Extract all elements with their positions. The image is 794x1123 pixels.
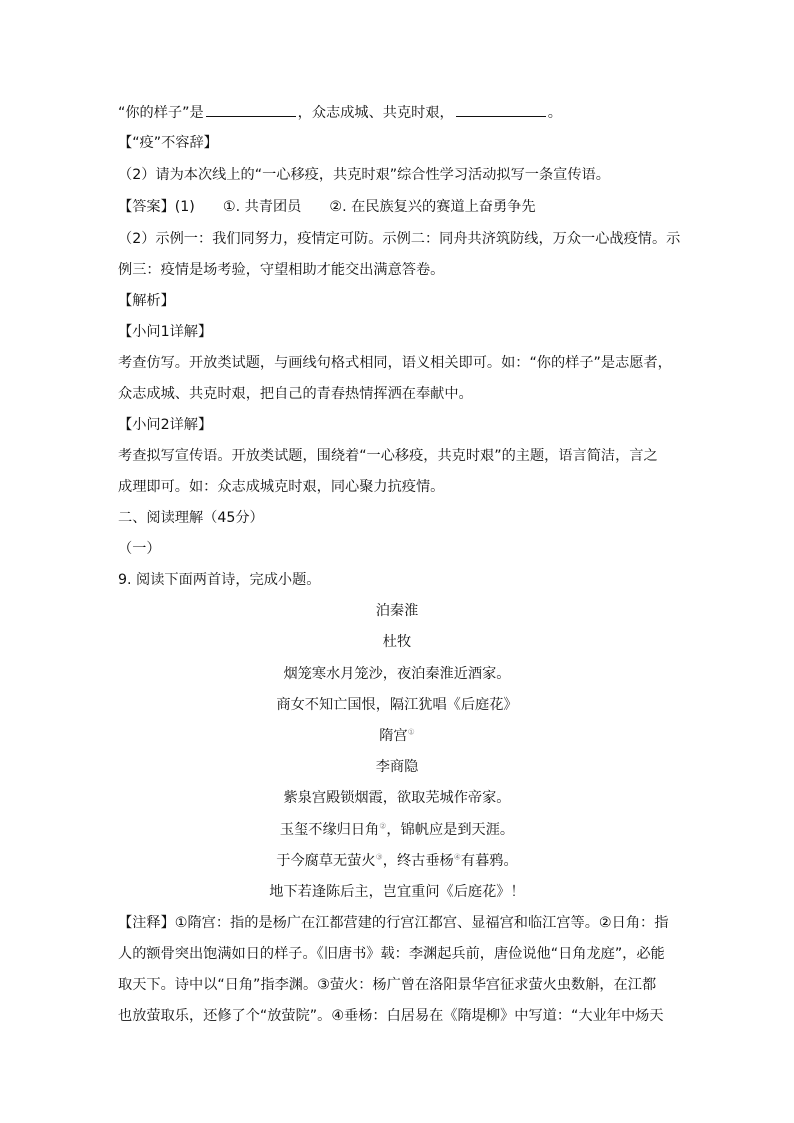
sub-question-2-line-1: 考查拟写宣传语。开放类试题，围绕着“一心移疫，共克时艰”的主题，语言简洁，言之 <box>118 448 658 464</box>
notes-line-4: 也放萤取乐，还修了个“放萤院”。④垂杨：白居易在《隋堤柳》中写道：“大业年中炀天 <box>118 1008 664 1024</box>
note-marker: ④ <box>453 852 461 862</box>
part-2-title: 二、阅读理解（45分） <box>118 510 264 526</box>
answer-line <box>118 197 536 217</box>
section-title: 【“疫”不容辞】 <box>118 135 218 151</box>
poem-2-line-2 <box>0 820 794 840</box>
notes-line-1: 【注释】①隋宫：指的是杨广在江都营建的行宫江都宫、显福宫和临江宫等。②日角：指 <box>118 915 669 931</box>
poem-2-line-3 <box>0 851 794 871</box>
sub-question-1-line-2: 众志成城、共克时艰，把自己的青春热情挥洒在奉献中。 <box>118 386 473 402</box>
notes-line-3: 取天下。诗中以“日角”指李渊。③萤火：杨广曾在洛阳景华宫征求萤火虫数斛，在江都 <box>118 977 657 993</box>
poem-2-line-2-part-b: ，锦帆应是到天涯。 <box>386 822 515 838</box>
blank-2 <box>456 102 546 117</box>
poem-2-line-1: 紫泉宫殿锁烟霞，欲取芜城作帝家。 <box>283 790 511 806</box>
answer-label: 【答案】(1) <box>118 199 195 215</box>
sub-question-2-label: 【小问2详解】 <box>118 417 213 433</box>
fill-in-line <box>118 102 562 123</box>
notes-line-2: 人的额骨突出饱满如日的样子。《旧唐书》载：李渊起兵前，唐俭说他“日角龙庭”，必能 <box>118 946 665 962</box>
poem-2-line-3-part-b: ，终古垂杨 <box>382 853 454 869</box>
fill-text-3: 。 <box>547 105 562 121</box>
poem-2-line-3-part-a: 于今腐草无萤火 <box>276 853 376 869</box>
poem-2-line-4: 地下若逢陈后主，岂宜重问《后庭花》！ <box>269 884 525 900</box>
answer-2: ②. 在民族复兴的赛道上奋勇争先 <box>329 199 536 215</box>
poem-1-line-1: 烟笼寒水月笼沙，夜泊秦淮近酒家。 <box>283 666 511 682</box>
poem-1-title: 泊秦淮 <box>375 603 419 619</box>
sub-question-2-line-2: 成理即可。如：众志成城克时艰，同心聚力抗疫情。 <box>118 479 445 495</box>
fill-text-2: ，众志成城、共克时艰， <box>297 105 454 121</box>
note-marker: ② <box>379 821 387 831</box>
note-marker: ③ <box>375 852 383 862</box>
answer-q2-line-1: （2）示例一：我们同努力，疫情定可防。示例二：同舟共济筑防线，万众一心战疫情。示 <box>118 231 681 247</box>
answer-1: ①. 共青团员 <box>222 199 302 215</box>
blank-1 <box>206 102 296 117</box>
poem-2-line-2-part-a: 玉玺不缘归日角 <box>279 822 380 838</box>
subsection-label: （一） <box>118 541 161 557</box>
fill-text-1: “你的样子”是 <box>118 105 204 121</box>
sub-question-1-label: 【小问1详解】 <box>118 324 213 340</box>
poem-1-author: 杜牧 <box>382 634 412 650</box>
analysis-label: 【解析】 <box>118 293 175 309</box>
question-9-prompt: 9. 阅读下面两首诗，完成小题。 <box>118 572 321 588</box>
poem-1-line-2: 商女不知亡国恨，隔江犹唱《后庭花》 <box>276 697 518 713</box>
poem-2-author: 李商隐 <box>375 759 419 775</box>
poem-2-line-3-part-c: 有暮鸦。 <box>460 853 518 869</box>
note-marker: ① <box>407 727 415 737</box>
answer-q2-line-2: 例三：疫情是场考验，守望相助才能交出满意答卷。 <box>118 262 445 278</box>
sub-question-1-line-1: 考查仿写。开放类试题，与画线句格式相同，语义相关即可。如：“你的样子”是志愿者， <box>118 355 672 371</box>
poem-2-title-text: 隋宫 <box>379 728 408 744</box>
poem-2-title <box>0 726 794 746</box>
question-2-prompt: （2）请为本次线上的“一心移疫，共克时艰”综合性学习活动拟写一条宣传语。 <box>118 167 610 183</box>
